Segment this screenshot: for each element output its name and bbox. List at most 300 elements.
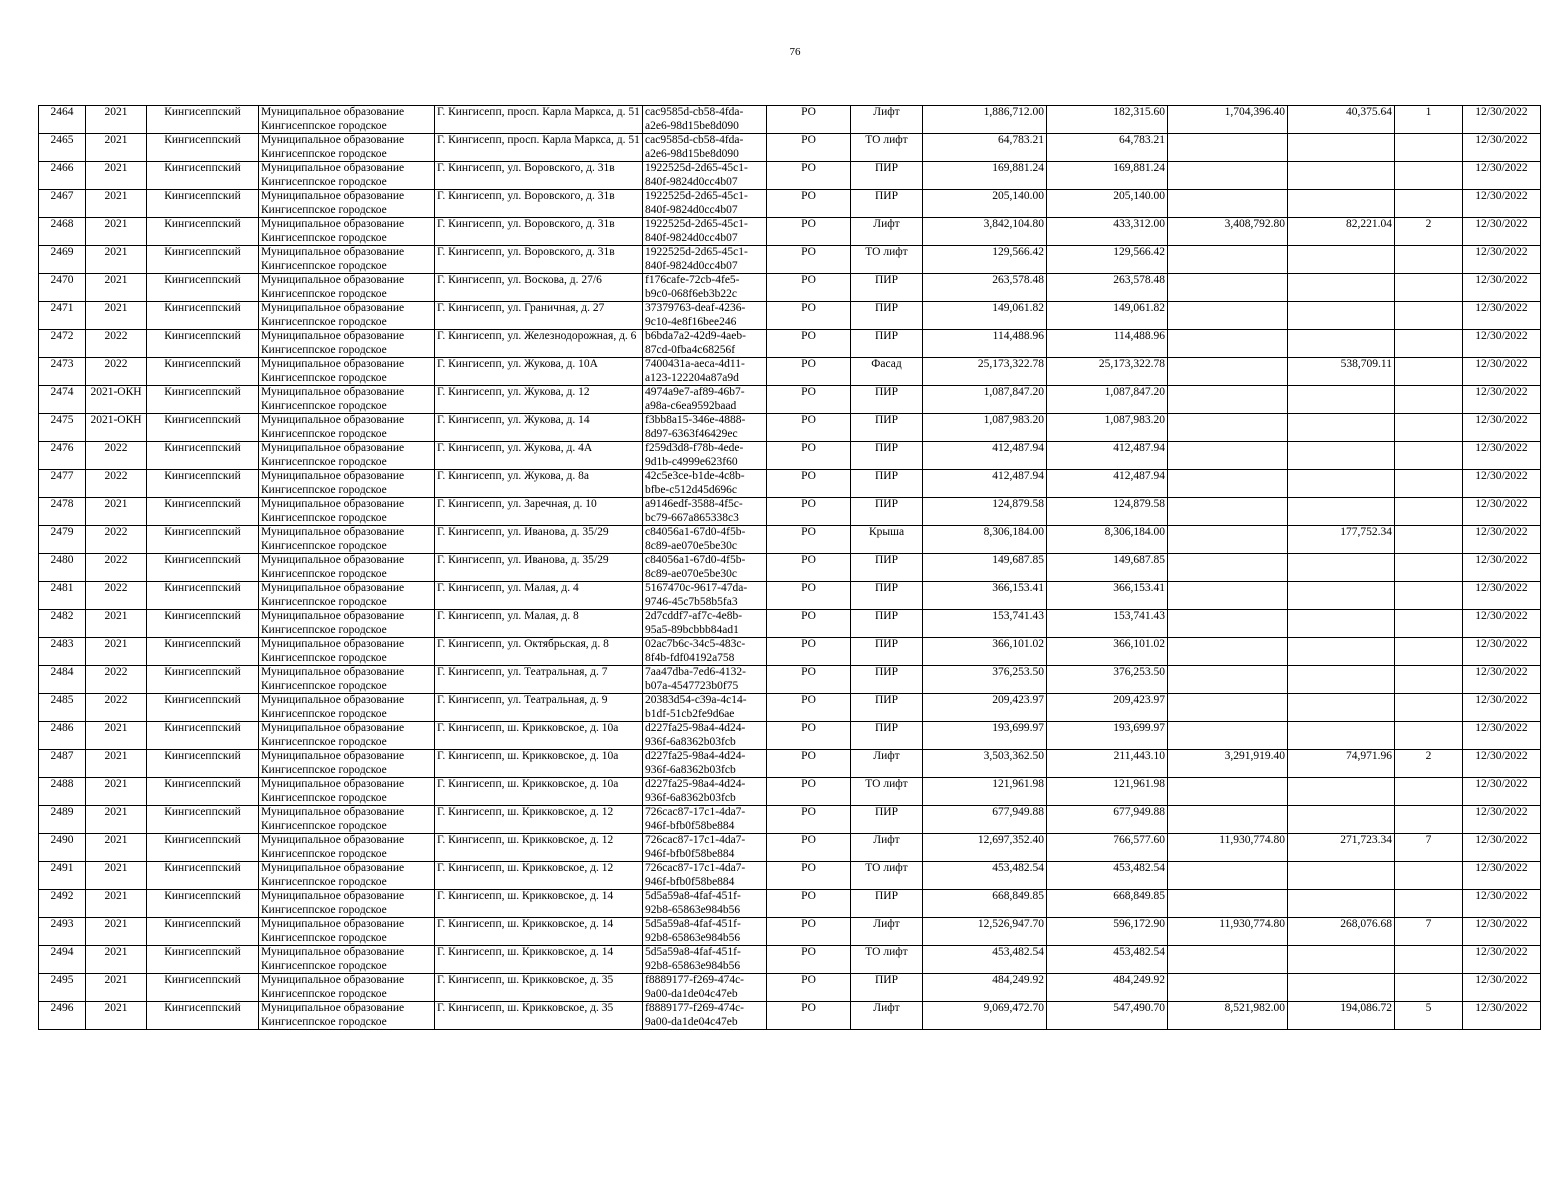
- date-cell: 12/30/2022: [1463, 162, 1541, 190]
- count-cell: [1395, 470, 1463, 498]
- year-cell: 2021: [86, 218, 147, 246]
- own-funds-cell: 668,849.85: [1047, 890, 1168, 918]
- address-cell: Г. Кингисепп, ул. Иванова, д. 35/29: [435, 554, 643, 582]
- own-funds-cell: 412,487.94: [1047, 470, 1168, 498]
- year-cell: 2021: [86, 610, 147, 638]
- municipality-cell: Муниципальное образование Кингисеппское городское: [259, 554, 435, 582]
- year-cell: 2021: [86, 274, 147, 302]
- own-funds-cell: 182,315.60: [1047, 106, 1168, 134]
- year-cell: 2022: [86, 470, 147, 498]
- fee-cell: [1288, 610, 1395, 638]
- date-cell: 12/30/2022: [1463, 694, 1541, 722]
- table-row: [39, 806, 1541, 834]
- count-cell: [1395, 806, 1463, 834]
- own-funds-cell: 366,153.41: [1047, 582, 1168, 610]
- table-row: [39, 862, 1541, 890]
- guid-cell: f8889177-f269-474c-9a00-da1de04c47eb: [643, 1002, 767, 1030]
- table-row: [39, 946, 1541, 974]
- operator-cell: РО: [767, 302, 851, 330]
- fee-cell: [1288, 470, 1395, 498]
- guid-cell: cac9585d-cb58-4fda-a2e6-98d15be8d090: [643, 106, 767, 134]
- date-cell: 12/30/2022: [1463, 526, 1541, 554]
- own-funds-cell: 149,687.85: [1047, 554, 1168, 582]
- work-type-cell: ПИР: [851, 162, 923, 190]
- total-cost-cell: 1,886,712.00: [923, 106, 1047, 134]
- guid-cell: 02ac7b6c-34c5-483c-8f4b-fdf04192a758: [643, 638, 767, 666]
- year-cell: 2022: [86, 554, 147, 582]
- count-cell: [1395, 554, 1463, 582]
- operator-cell: РО: [767, 134, 851, 162]
- date-cell: 12/30/2022: [1463, 806, 1541, 834]
- subsidy-cell: [1168, 246, 1288, 274]
- table-row: [39, 834, 1541, 862]
- year-cell: 2021-ОКН: [86, 386, 147, 414]
- municipality-cell: Муниципальное образование Кингисеппское городское: [259, 890, 435, 918]
- own-funds-cell: 153,741.43: [1047, 610, 1168, 638]
- subsidy-cell: [1168, 470, 1288, 498]
- year-cell: 2021: [86, 498, 147, 526]
- date-cell: 12/30/2022: [1463, 946, 1541, 974]
- own-funds-cell: 453,482.54: [1047, 862, 1168, 890]
- address-cell: Г. Кингисепп, ш. Крикковское, д. 35: [435, 1002, 643, 1030]
- work-type-cell: Лифт: [851, 106, 923, 134]
- subsidy-cell: [1168, 946, 1288, 974]
- guid-cell: 1922525d-2d65-45c1-840f-9824d0cc4b07: [643, 162, 767, 190]
- district-cell: Кингисеппский: [147, 722, 259, 750]
- year-cell: 2021: [86, 134, 147, 162]
- municipality-cell: Муниципальное образование Кингисеппское городское: [259, 190, 435, 218]
- table-row: [39, 246, 1541, 274]
- own-funds-cell: 169,881.24: [1047, 162, 1168, 190]
- district-cell: Кингисеппский: [147, 610, 259, 638]
- address-cell: Г. Кингисепп, ул. Воровского, д. 31в: [435, 162, 643, 190]
- table-row: [39, 778, 1541, 806]
- work-type-cell: ПИР: [851, 638, 923, 666]
- subsidy-cell: [1168, 722, 1288, 750]
- fee-cell: 268,076.68: [1288, 918, 1395, 946]
- work-type-cell: ПИР: [851, 610, 923, 638]
- count-cell: [1395, 302, 1463, 330]
- total-cost-cell: 149,687.85: [923, 554, 1047, 582]
- date-cell: 12/30/2022: [1463, 974, 1541, 1002]
- municipality-cell: Муниципальное образование Кингисеппское городское: [259, 694, 435, 722]
- date-cell: 12/30/2022: [1463, 106, 1541, 134]
- subsidy-cell: 3,408,792.80: [1168, 218, 1288, 246]
- fee-cell: [1288, 274, 1395, 302]
- count-cell: [1395, 386, 1463, 414]
- subsidy-cell: [1168, 890, 1288, 918]
- count-cell: [1395, 890, 1463, 918]
- count-cell: 2: [1395, 750, 1463, 778]
- guid-cell: 726cac87-17c1-4da7-946f-bfb0f58be884: [643, 834, 767, 862]
- subsidy-cell: 8,521,982.00: [1168, 1002, 1288, 1030]
- district-cell: Кингисеппский: [147, 246, 259, 274]
- subsidy-cell: [1168, 806, 1288, 834]
- table-row: [39, 638, 1541, 666]
- fee-cell: [1288, 162, 1395, 190]
- fee-cell: [1288, 638, 1395, 666]
- subsidy-cell: [1168, 162, 1288, 190]
- subsidy-cell: [1168, 526, 1288, 554]
- date-cell: 12/30/2022: [1463, 1002, 1541, 1030]
- work-type-cell: Лифт: [851, 918, 923, 946]
- row-number-cell: 2478: [39, 498, 86, 526]
- district-cell: Кингисеппский: [147, 330, 259, 358]
- own-funds-cell: 1,087,847.20: [1047, 386, 1168, 414]
- address-cell: Г. Кингисепп, ул. Малая, д. 4: [435, 582, 643, 610]
- operator-cell: РО: [767, 750, 851, 778]
- table-row: [39, 302, 1541, 330]
- address-cell: Г. Кингисепп, ул. Жукова, д. 14: [435, 414, 643, 442]
- fee-cell: [1288, 330, 1395, 358]
- operator-cell: РО: [767, 218, 851, 246]
- fee-cell: [1288, 890, 1395, 918]
- municipality-cell: Муниципальное образование Кингисеппское городское: [259, 134, 435, 162]
- table-row: [39, 414, 1541, 442]
- subsidy-cell: 1,704,396.40: [1168, 106, 1288, 134]
- year-cell: 2021: [86, 974, 147, 1002]
- total-cost-cell: 376,253.50: [923, 666, 1047, 694]
- subsidy-cell: [1168, 274, 1288, 302]
- address-cell: Г. Кингисепп, ул. Жукова, д. 12: [435, 386, 643, 414]
- own-funds-cell: 547,490.70: [1047, 1002, 1168, 1030]
- date-cell: 12/30/2022: [1463, 638, 1541, 666]
- work-type-cell: ПИР: [851, 302, 923, 330]
- date-cell: 12/30/2022: [1463, 190, 1541, 218]
- row-number-cell: 2490: [39, 834, 86, 862]
- municipality-cell: Муниципальное образование Кингисеппское городское: [259, 414, 435, 442]
- fee-cell: [1288, 134, 1395, 162]
- own-funds-cell: 677,949.88: [1047, 806, 1168, 834]
- table-row: [39, 666, 1541, 694]
- own-funds-cell: 484,249.92: [1047, 974, 1168, 1002]
- date-cell: 12/30/2022: [1463, 218, 1541, 246]
- operator-cell: РО: [767, 358, 851, 386]
- address-cell: Г. Кингисепп, ул. Воровского, д. 31в: [435, 218, 643, 246]
- own-funds-cell: 129,566.42: [1047, 246, 1168, 274]
- date-cell: 12/30/2022: [1463, 666, 1541, 694]
- year-cell: 2021: [86, 946, 147, 974]
- row-number-cell: 2475: [39, 414, 86, 442]
- operator-cell: РО: [767, 330, 851, 358]
- fee-cell: [1288, 302, 1395, 330]
- work-type-cell: ПИР: [851, 890, 923, 918]
- row-number-cell: 2467: [39, 190, 86, 218]
- subsidy-cell: [1168, 638, 1288, 666]
- own-funds-cell: 193,699.97: [1047, 722, 1168, 750]
- district-cell: Кингисеппский: [147, 918, 259, 946]
- count-cell: [1395, 358, 1463, 386]
- own-funds-cell: 211,443.10: [1047, 750, 1168, 778]
- date-cell: 12/30/2022: [1463, 246, 1541, 274]
- row-number-cell: 2492: [39, 890, 86, 918]
- year-cell: 2021: [86, 778, 147, 806]
- guid-cell: 5d5a59a8-4faf-451f-92b8-65863e984b56: [643, 918, 767, 946]
- work-type-cell: Фасад: [851, 358, 923, 386]
- guid-cell: b6bda7a2-42d9-4aeb-87cd-0fba4c68256f: [643, 330, 767, 358]
- table-row: [39, 694, 1541, 722]
- operator-cell: РО: [767, 274, 851, 302]
- district-cell: Кингисеппский: [147, 414, 259, 442]
- operator-cell: РО: [767, 666, 851, 694]
- row-number-cell: 2469: [39, 246, 86, 274]
- total-cost-cell: 12,697,352.40: [923, 834, 1047, 862]
- page-number: 76: [789, 46, 801, 58]
- district-cell: Кингисеппский: [147, 974, 259, 1002]
- work-type-cell: ПИР: [851, 582, 923, 610]
- operator-cell: РО: [767, 722, 851, 750]
- table-row: [39, 358, 1541, 386]
- address-cell: Г. Кингисепп, ул. Октябрьская, д. 8: [435, 638, 643, 666]
- municipality-cell: Муниципальное образование Кингисеппское городское: [259, 386, 435, 414]
- date-cell: 12/30/2022: [1463, 358, 1541, 386]
- table-row: [39, 134, 1541, 162]
- fee-cell: [1288, 806, 1395, 834]
- address-cell: Г. Кингисепп, ул. Малая, д. 8: [435, 610, 643, 638]
- guid-cell: 5d5a59a8-4faf-451f-92b8-65863e984b56: [643, 946, 767, 974]
- fee-cell: [1288, 694, 1395, 722]
- table-row: [39, 386, 1541, 414]
- municipality-cell: Муниципальное образование Кингисеппское городское: [259, 946, 435, 974]
- registry-table: [38, 105, 1541, 1030]
- operator-cell: РО: [767, 414, 851, 442]
- table-row: [39, 218, 1541, 246]
- guid-cell: a9146edf-3588-4f5c-bc79-667a865338c3: [643, 498, 767, 526]
- total-cost-cell: 412,487.94: [923, 442, 1047, 470]
- district-cell: Кингисеппский: [147, 274, 259, 302]
- count-cell: [1395, 694, 1463, 722]
- total-cost-cell: 193,699.97: [923, 722, 1047, 750]
- count-cell: [1395, 974, 1463, 1002]
- own-funds-cell: 263,578.48: [1047, 274, 1168, 302]
- district-cell: Кингисеппский: [147, 1002, 259, 1030]
- work-type-cell: Лифт: [851, 750, 923, 778]
- own-funds-cell: 205,140.00: [1047, 190, 1168, 218]
- district-cell: Кингисеппский: [147, 834, 259, 862]
- total-cost-cell: 3,503,362.50: [923, 750, 1047, 778]
- total-cost-cell: 484,249.92: [923, 974, 1047, 1002]
- work-type-cell: Крыша: [851, 526, 923, 554]
- fee-cell: [1288, 666, 1395, 694]
- municipality-cell: Муниципальное образование Кингисеппское городское: [259, 722, 435, 750]
- guid-cell: 20383d54-c39a-4c14-b1df-51cb2fe9d6ae: [643, 694, 767, 722]
- guid-cell: f8889177-f269-474c-9a00-da1de04c47eb: [643, 974, 767, 1002]
- fee-cell: [1288, 778, 1395, 806]
- year-cell: 2021: [86, 190, 147, 218]
- work-type-cell: ПИР: [851, 498, 923, 526]
- district-cell: Кингисеппский: [147, 806, 259, 834]
- subsidy-cell: 3,291,919.40: [1168, 750, 1288, 778]
- total-cost-cell: 9,069,472.70: [923, 1002, 1047, 1030]
- municipality-cell: Муниципальное образование Кингисеппское городское: [259, 218, 435, 246]
- work-type-cell: ПИР: [851, 190, 923, 218]
- subsidy-cell: [1168, 610, 1288, 638]
- year-cell: 2021: [86, 246, 147, 274]
- municipality-cell: Муниципальное образование Кингисеппское городское: [259, 246, 435, 274]
- work-type-cell: Лифт: [851, 834, 923, 862]
- address-cell: Г. Кингисепп, ул. Заречная, д. 10: [435, 498, 643, 526]
- fee-cell: [1288, 722, 1395, 750]
- subsidy-cell: 11,930,774.80: [1168, 918, 1288, 946]
- district-cell: Кингисеппский: [147, 106, 259, 134]
- table-row: [39, 610, 1541, 638]
- own-funds-cell: 766,577.60: [1047, 834, 1168, 862]
- year-cell: 2021: [86, 834, 147, 862]
- subsidy-cell: [1168, 694, 1288, 722]
- work-type-cell: Лифт: [851, 1002, 923, 1030]
- row-number-cell: 2491: [39, 862, 86, 890]
- row-number-cell: 2464: [39, 106, 86, 134]
- table-row: [39, 722, 1541, 750]
- address-cell: Г. Кингисепп, ул. Иванова, д. 35/29: [435, 526, 643, 554]
- count-cell: 7: [1395, 834, 1463, 862]
- row-number-cell: 2468: [39, 218, 86, 246]
- district-cell: Кингисеппский: [147, 498, 259, 526]
- address-cell: Г. Кингисепп, ул. Воровского, д. 31в: [435, 246, 643, 274]
- fee-cell: 177,752.34: [1288, 526, 1395, 554]
- count-cell: [1395, 498, 1463, 526]
- total-cost-cell: 453,482.54: [923, 946, 1047, 974]
- row-number-cell: 2472: [39, 330, 86, 358]
- guid-cell: f3bb8a15-346e-4888-8d97-6363f46429ec: [643, 414, 767, 442]
- operator-cell: РО: [767, 190, 851, 218]
- guid-cell: 1922525d-2d65-45c1-840f-9824d0cc4b07: [643, 190, 767, 218]
- operator-cell: РО: [767, 694, 851, 722]
- fee-cell: 74,971.96: [1288, 750, 1395, 778]
- date-cell: 12/30/2022: [1463, 582, 1541, 610]
- operator-cell: РО: [767, 890, 851, 918]
- guid-cell: 7400431a-aeca-4d11-a123-122204a87a9d: [643, 358, 767, 386]
- operator-cell: РО: [767, 246, 851, 274]
- row-number-cell: 2474: [39, 386, 86, 414]
- table-row: [39, 974, 1541, 1002]
- row-number-cell: 2465: [39, 134, 86, 162]
- municipality-cell: Муниципальное образование Кингисеппское городское: [259, 862, 435, 890]
- table-row: [39, 890, 1541, 918]
- subsidy-cell: [1168, 554, 1288, 582]
- count-cell: [1395, 190, 1463, 218]
- address-cell: Г. Кингисепп, просп. Карла Маркса, д. 51: [435, 134, 643, 162]
- own-funds-cell: 376,253.50: [1047, 666, 1168, 694]
- work-type-cell: ПИР: [851, 666, 923, 694]
- address-cell: Г. Кингисепп, ул. Театральная, д. 7: [435, 666, 643, 694]
- address-cell: Г. Кингисепп, просп. Карла Маркса, д. 51: [435, 106, 643, 134]
- operator-cell: РО: [767, 946, 851, 974]
- total-cost-cell: 412,487.94: [923, 470, 1047, 498]
- district-cell: Кингисеппский: [147, 470, 259, 498]
- year-cell: 2021: [86, 638, 147, 666]
- municipality-cell: Муниципальное образование Кингисеппское городское: [259, 162, 435, 190]
- address-cell: Г. Кингисепп, ш. Крикковское, д. 14: [435, 918, 643, 946]
- work-type-cell: ТО лифт: [851, 246, 923, 274]
- total-cost-cell: 1,087,983.20: [923, 414, 1047, 442]
- guid-cell: 2d7cddf7-af7c-4e8b-95a5-89bcbbb84ad1: [643, 610, 767, 638]
- count-cell: 7: [1395, 918, 1463, 946]
- own-funds-cell: 114,488.96: [1047, 330, 1168, 358]
- subsidy-cell: [1168, 974, 1288, 1002]
- count-cell: [1395, 946, 1463, 974]
- row-number-cell: 2493: [39, 918, 86, 946]
- fee-cell: [1288, 190, 1395, 218]
- guid-cell: 726cac87-17c1-4da7-946f-bfb0f58be884: [643, 862, 767, 890]
- address-cell: Г. Кингисепп, ул. Жукова, д. 4А: [435, 442, 643, 470]
- count-cell: [1395, 274, 1463, 302]
- row-number-cell: 2476: [39, 442, 86, 470]
- date-cell: 12/30/2022: [1463, 274, 1541, 302]
- year-cell: 2021: [86, 722, 147, 750]
- district-cell: Кингисеппский: [147, 442, 259, 470]
- municipality-cell: Муниципальное образование Кингисеппское городское: [259, 610, 435, 638]
- count-cell: [1395, 582, 1463, 610]
- work-type-cell: ТО лифт: [851, 778, 923, 806]
- own-funds-cell: 64,783.21: [1047, 134, 1168, 162]
- district-cell: Кингисеппский: [147, 134, 259, 162]
- address-cell: Г. Кингисепп, ул. Жукова, д. 8а: [435, 470, 643, 498]
- table-row: [39, 106, 1541, 134]
- guid-cell: cac9585d-cb58-4fda-a2e6-98d15be8d090: [643, 134, 767, 162]
- total-cost-cell: 1,087,847.20: [923, 386, 1047, 414]
- municipality-cell: Муниципальное образование Кингисеппское городское: [259, 806, 435, 834]
- subsidy-cell: [1168, 358, 1288, 386]
- year-cell: 2021: [86, 162, 147, 190]
- district-cell: Кингисеппский: [147, 750, 259, 778]
- work-type-cell: ПИР: [851, 274, 923, 302]
- row-number-cell: 2494: [39, 946, 86, 974]
- date-cell: 12/30/2022: [1463, 302, 1541, 330]
- work-type-cell: Лифт: [851, 218, 923, 246]
- count-cell: [1395, 526, 1463, 554]
- count-cell: [1395, 610, 1463, 638]
- total-cost-cell: 149,061.82: [923, 302, 1047, 330]
- table-row: [39, 750, 1541, 778]
- fee-cell: [1288, 246, 1395, 274]
- work-type-cell: ПИР: [851, 330, 923, 358]
- row-number-cell: 2495: [39, 974, 86, 1002]
- work-type-cell: ПИР: [851, 806, 923, 834]
- municipality-cell: Муниципальное образование Кингисеппское городское: [259, 330, 435, 358]
- count-cell: [1395, 134, 1463, 162]
- district-cell: Кингисеппский: [147, 162, 259, 190]
- address-cell: Г. Кингисепп, ул. Театральная, д. 9: [435, 694, 643, 722]
- operator-cell: РО: [767, 806, 851, 834]
- municipality-cell: Муниципальное образование Кингисеппское городское: [259, 358, 435, 386]
- table-row: [39, 274, 1541, 302]
- year-cell: 2021-ОКН: [86, 414, 147, 442]
- district-cell: Кингисеппский: [147, 190, 259, 218]
- fee-cell: [1288, 386, 1395, 414]
- year-cell: 2021: [86, 750, 147, 778]
- operator-cell: РО: [767, 526, 851, 554]
- work-type-cell: ТО лифт: [851, 862, 923, 890]
- table-row: [39, 190, 1541, 218]
- row-number-cell: 2485: [39, 694, 86, 722]
- district-cell: Кингисеппский: [147, 694, 259, 722]
- district-cell: Кингисеппский: [147, 638, 259, 666]
- total-cost-cell: 263,578.48: [923, 274, 1047, 302]
- subsidy-cell: [1168, 582, 1288, 610]
- total-cost-cell: 209,423.97: [923, 694, 1047, 722]
- municipality-cell: Муниципальное образование Кингисеппское городское: [259, 750, 435, 778]
- address-cell: Г. Кингисепп, ул. Железнодорожная, д. 6: [435, 330, 643, 358]
- date-cell: 12/30/2022: [1463, 610, 1541, 638]
- year-cell: 2021: [86, 862, 147, 890]
- guid-cell: 726cac87-17c1-4da7-946f-bfb0f58be884: [643, 806, 767, 834]
- own-funds-cell: 1,087,983.20: [1047, 414, 1168, 442]
- address-cell: Г. Кингисепп, ш. Крикковское, д. 12: [435, 806, 643, 834]
- guid-cell: d227fa25-98a4-4d24-936f-6a8362b03fcb: [643, 778, 767, 806]
- own-funds-cell: 149,061.82: [1047, 302, 1168, 330]
- total-cost-cell: 668,849.85: [923, 890, 1047, 918]
